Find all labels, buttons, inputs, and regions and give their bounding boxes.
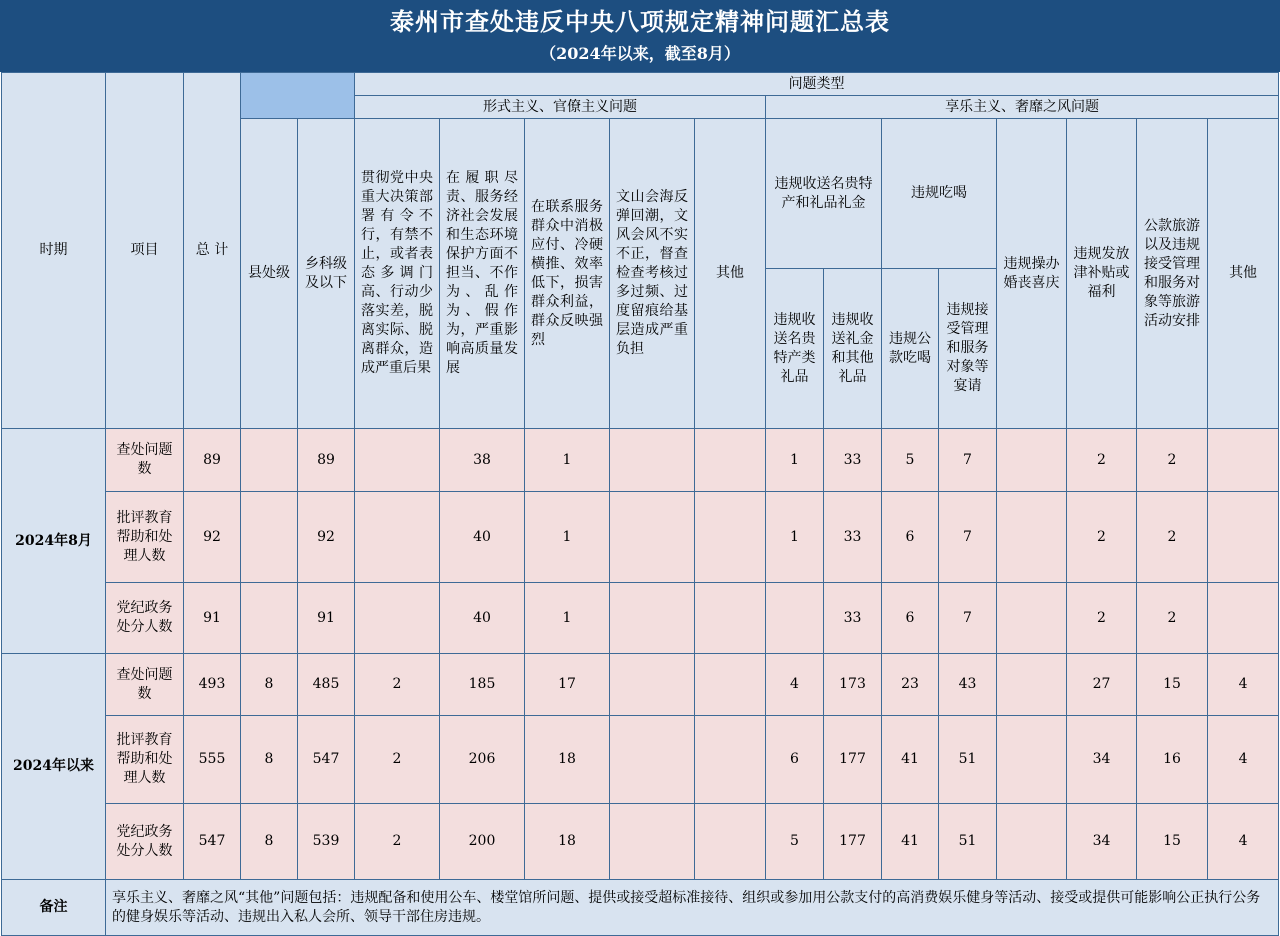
- data-cell: 2: [1067, 583, 1137, 654]
- row-label: 党纪政务处分人数: [106, 583, 184, 654]
- data-cell: 33: [824, 429, 882, 492]
- header-level-blank: [241, 73, 355, 119]
- data-cell: 33: [824, 492, 882, 583]
- header-formalism: 形式主义、官僚主义问题: [355, 96, 766, 119]
- data-cell: [997, 583, 1067, 654]
- header-travel: 公款旅游以及违规接受管理和服务对象等旅游活动安排: [1137, 119, 1208, 429]
- data-cell: 1: [525, 583, 610, 654]
- header-eat-public: 违规公款吃喝: [882, 269, 939, 429]
- data-cell: 18: [525, 716, 610, 804]
- table-row: [2, 492, 1279, 583]
- data-cell: 173: [824, 654, 882, 716]
- data-cell: 51: [939, 716, 997, 804]
- row-label: 查处问题数: [106, 429, 184, 492]
- data-cell: 1: [766, 429, 824, 492]
- data-cell: [997, 654, 1067, 716]
- title-bar: [0, 0, 1280, 72]
- data-cell: 6: [882, 492, 939, 583]
- data-cell: [695, 716, 766, 804]
- data-cell: 27: [1067, 654, 1137, 716]
- note-row: [2, 880, 1279, 936]
- data-cell: 200: [440, 804, 525, 880]
- header-problem-types: 问题类型: [355, 73, 1279, 96]
- data-cell: 18: [525, 804, 610, 880]
- data-cell: [241, 429, 298, 492]
- data-cell: [997, 716, 1067, 804]
- data-cell: 539: [298, 804, 355, 880]
- header-wedding: 违规操办婚丧喜庆: [997, 119, 1067, 429]
- data-cell: [610, 583, 695, 654]
- data-cell: [610, 716, 695, 804]
- header-eat: 违规吃喝: [882, 119, 997, 269]
- data-cell: 34: [1067, 804, 1137, 880]
- data-cell: 177: [824, 804, 882, 880]
- data-cell: 7: [939, 492, 997, 583]
- page-subtitle: （2024年以来，截至8月）: [540, 44, 740, 63]
- data-cell: 2: [1067, 429, 1137, 492]
- row-label: 批评教育帮助和处理人数: [106, 716, 184, 804]
- data-cell: 185: [440, 654, 525, 716]
- data-cell: 92: [184, 492, 241, 583]
- data-cell: [695, 429, 766, 492]
- data-cell: 51: [939, 804, 997, 880]
- data-cell: 2: [1067, 492, 1137, 583]
- data-cell: [1208, 429, 1279, 492]
- data-cell: [355, 492, 440, 583]
- data-cell: [355, 583, 440, 654]
- data-cell: 5: [882, 429, 939, 492]
- data-cell: 40: [440, 492, 525, 583]
- data-cell: 41: [882, 716, 939, 804]
- data-cell: 4: [1208, 654, 1279, 716]
- header-township-level: 乡科级及以下: [298, 119, 355, 429]
- data-cell: [241, 492, 298, 583]
- data-cell: 547: [184, 804, 241, 880]
- data-cell: [695, 654, 766, 716]
- period-cell: 2024年8月: [2, 429, 106, 654]
- table-row: [2, 804, 1279, 880]
- data-cell: [610, 429, 695, 492]
- data-cell: 177: [824, 716, 882, 804]
- data-cell: 4: [766, 654, 824, 716]
- data-cell: [241, 583, 298, 654]
- header-item: 项目: [106, 73, 184, 429]
- row-label: 党纪政务处分人数: [106, 804, 184, 880]
- data-cell: 2: [355, 716, 440, 804]
- table-body: [2, 73, 1279, 936]
- data-cell: 92: [298, 492, 355, 583]
- page-title: 泰州市查处违反中央八项规定精神问题汇总表: [390, 7, 890, 36]
- data-cell: [355, 429, 440, 492]
- header-hedonism-other: 其他: [1208, 119, 1279, 429]
- header-gift: 违规收送名贵特产和礼品礼金: [766, 119, 882, 269]
- row-label: 查处问题数: [106, 654, 184, 716]
- data-cell: 2: [1137, 429, 1208, 492]
- data-cell: 485: [298, 654, 355, 716]
- data-cell: [610, 654, 695, 716]
- data-cell: [997, 429, 1067, 492]
- data-cell: 2: [1137, 492, 1208, 583]
- data-cell: 33: [824, 583, 882, 654]
- table-row: [2, 429, 1279, 492]
- data-cell: [695, 492, 766, 583]
- summary-table: [1, 72, 1279, 936]
- data-cell: 493: [184, 654, 241, 716]
- data-cell: 17: [525, 654, 610, 716]
- table-row: [2, 716, 1279, 804]
- data-cell: 2: [1137, 583, 1208, 654]
- table-row: [2, 654, 1279, 716]
- data-cell: [1208, 583, 1279, 654]
- data-cell: [695, 804, 766, 880]
- data-cell: 89: [184, 429, 241, 492]
- data-cell: 91: [298, 583, 355, 654]
- data-cell: 34: [1067, 716, 1137, 804]
- header-formalism-other: 其他: [695, 119, 766, 429]
- header-period: 时期: [2, 73, 106, 429]
- header-formalism-4: 文山会海反弹回潮，文风会风不实不正，督查检查考核过多过频、过度留痕给基层造成严重负担: [610, 119, 695, 429]
- data-cell: 8: [241, 716, 298, 804]
- data-cell: 555: [184, 716, 241, 804]
- data-cell: 40: [440, 583, 525, 654]
- header-formalism-2: 在履职尽责、服务经济社会发展和生态环境保护方面不担当、不作为、乱作为、假作为，严重影响高质量发展: [440, 119, 525, 429]
- data-cell: 4: [1208, 716, 1279, 804]
- data-cell: 15: [1137, 804, 1208, 880]
- data-cell: 1: [525, 492, 610, 583]
- data-cell: [695, 583, 766, 654]
- note-label: 备注: [2, 880, 106, 936]
- data-cell: 8: [241, 654, 298, 716]
- data-cell: 7: [939, 429, 997, 492]
- data-cell: [1208, 492, 1279, 583]
- data-cell: 8: [241, 804, 298, 880]
- note-text: 享乐主义、奢靡之风“其他”问题包括：违规配备和使用公车、楼堂馆所问题、提供或接受超标准接待、组织或参加用公款支付的高消费娱乐健身等活动、接受或提供可能影响公正执行公务的健身娱乐等活动、违规出入私人会所、领导干部住房违规。: [106, 880, 1279, 936]
- data-cell: [766, 583, 824, 654]
- data-cell: 43: [939, 654, 997, 716]
- data-cell: 23: [882, 654, 939, 716]
- header-eat-banquet: 违规接受管理和服务对象等宴请: [939, 269, 997, 429]
- data-cell: 2: [355, 804, 440, 880]
- data-cell: 4: [1208, 804, 1279, 880]
- data-cell: 547: [298, 716, 355, 804]
- table-row: [2, 583, 1279, 654]
- data-cell: 2: [355, 654, 440, 716]
- data-cell: 5: [766, 804, 824, 880]
- data-cell: 1: [766, 492, 824, 583]
- header-gift-special: 违规收送名贵特产类礼品: [766, 269, 824, 429]
- data-cell: 6: [882, 583, 939, 654]
- header-hedonism: 享乐主义、奢靡之风问题: [766, 96, 1279, 119]
- data-cell: 15: [1137, 654, 1208, 716]
- data-cell: 91: [184, 583, 241, 654]
- header-gift-money: 违规收送礼金和其他礼品: [824, 269, 882, 429]
- data-cell: 6: [766, 716, 824, 804]
- data-cell: 1: [525, 429, 610, 492]
- data-cell: [610, 804, 695, 880]
- header-total: 总 计: [184, 73, 241, 429]
- data-cell: 7: [939, 583, 997, 654]
- data-cell: 89: [298, 429, 355, 492]
- data-cell: 41: [882, 804, 939, 880]
- header-subsidy: 违规发放津补贴或福利: [1067, 119, 1137, 429]
- data-cell: [610, 492, 695, 583]
- period-cell: 2024年以来: [2, 654, 106, 880]
- data-cell: 38: [440, 429, 525, 492]
- header-county-level: 县处级: [241, 119, 298, 429]
- data-cell: 206: [440, 716, 525, 804]
- data-cell: [997, 492, 1067, 583]
- header-formalism-3: 在联系服务群众中消极应付、冷硬横推、效率低下，损害群众利益，群众反映强烈: [525, 119, 610, 429]
- header-formalism-1: 贯彻党中央重大决策部署有令不行，有禁不止，或者表态多调门高、行动少落实差，脱离实际、脱离群众，造成严重后果: [355, 119, 440, 429]
- data-cell: 16: [1137, 716, 1208, 804]
- row-label: 批评教育帮助和处理人数: [106, 492, 184, 583]
- data-cell: [997, 804, 1067, 880]
